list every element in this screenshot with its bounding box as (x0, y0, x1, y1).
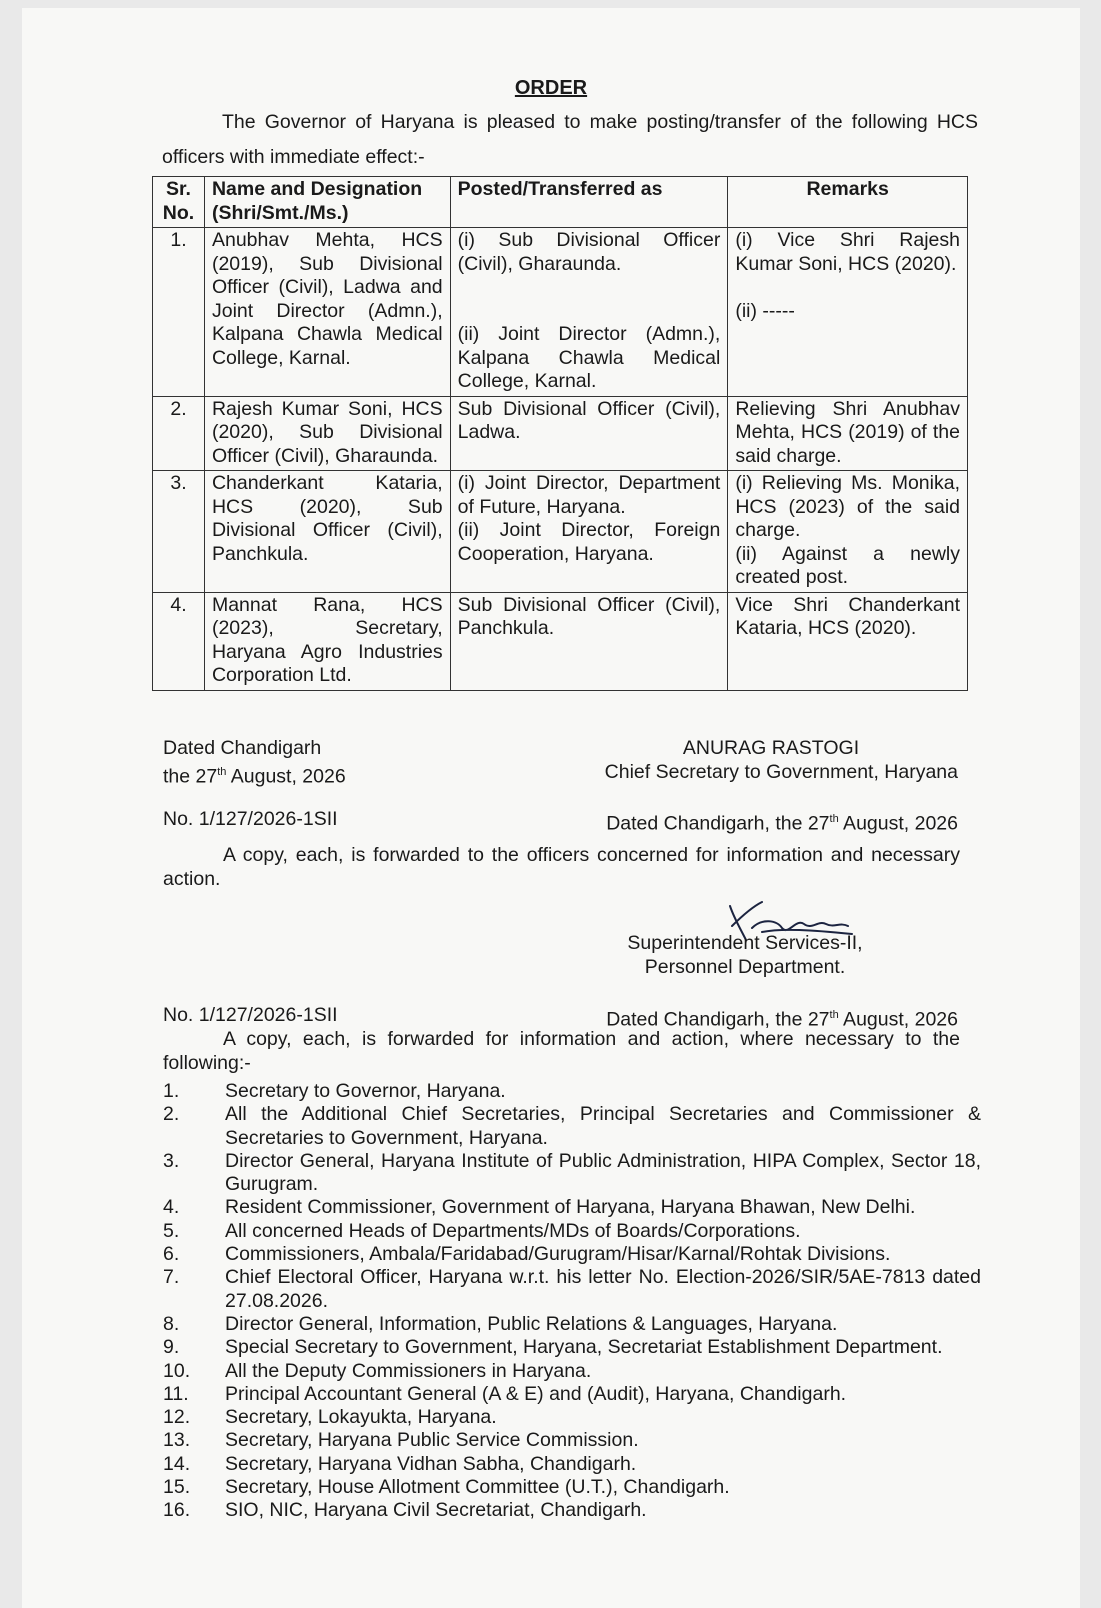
list-item (163, 1220, 981, 1243)
endorsement2-date-suffix: August, 2026 (838, 1008, 958, 1031)
signoff-date-prefix: the 27 (163, 765, 218, 788)
row-sr: 1. (153, 228, 205, 397)
list-item-number: 7. (163, 1266, 180, 1289)
header-name: Name and Designation (Shri/Smt./Ms.) (204, 177, 450, 228)
list-item (163, 1336, 981, 1359)
endorsement2-text (163, 1027, 960, 1075)
list-item (163, 1476, 981, 1499)
row-sr: 2. (153, 396, 205, 471)
endorsement1-date-prefix: Dated Chandigarh, the 27 (606, 812, 830, 835)
list-item (163, 1360, 981, 1383)
order-intro-text: The Governor of Haryana is pleased to make posting/transfer of the following HCS officers with immediate effect:- (162, 111, 978, 168)
remarks-item: (i) Vice Shri Rajesh Kumar Soni, HCS (2020). (735, 229, 960, 275)
endorsement1-text-content: A copy, each, is forwarded to the officers concerned for information and necessary action. (163, 844, 960, 890)
list-item-text: Director General, Haryana Institute of Public Administration, HIPA Complex, Sector 18, Gurugram. (225, 1149, 981, 1196)
signoff-date-suffix: August, 2026 (226, 765, 346, 788)
list-item-number: 13. (163, 1429, 191, 1452)
document-page (22, 8, 1080, 1608)
list-item-number: 1. (163, 1080, 180, 1102)
list-item-text: Principal Accountant General (A & E) and (Audit), Haryana, Chandigarh. (225, 1382, 847, 1405)
list-item-number: 3. (163, 1149, 180, 1172)
list-item-text: Secretary, House Allotment Committee (U.T.), Chandigarh. (225, 1476, 730, 1499)
signatory-title: Chief Secretary to Government, Haryana (604, 761, 958, 783)
table-row (153, 471, 968, 593)
signoff-date-sup: th (217, 766, 227, 778)
list-item-number: 9. (163, 1336, 180, 1359)
list-item-text: Secretary, Haryana Vidhan Sabha, Chandigarh. (225, 1452, 637, 1475)
list-item (163, 1080, 981, 1103)
order-intro (162, 105, 978, 175)
list-item-text: SIO, NIC, Haryana Civil Secretariat, Chandigarh. (225, 1499, 647, 1522)
endorsement1-date-suffix: August, 2026 (838, 812, 958, 835)
list-item-number: 12. (163, 1406, 191, 1429)
list-item (163, 1196, 981, 1219)
list-item (163, 1453, 981, 1476)
remarks-item: (ii) ----- (735, 299, 795, 322)
list-item-number: 15. (163, 1476, 191, 1499)
endorsement1-text (163, 843, 960, 891)
list-item-number: 11. (163, 1382, 189, 1405)
list-item (163, 1266, 981, 1313)
list-item-number: 6. (163, 1243, 180, 1266)
list-item-text: Commissioners, Ambala/Faridabad/Gurugram/Hisar/Karnal/Rohtak Divisions. (225, 1243, 891, 1266)
list-item (163, 1429, 981, 1452)
table-row (153, 592, 968, 690)
header-posted: Posted/Transferred as (450, 177, 728, 228)
list-item-text: Resident Commissioner, Government of Haryana, Haryana Bhawan, New Delhi. (225, 1196, 916, 1219)
list-item (163, 1499, 981, 1522)
row-remarks (728, 471, 968, 593)
endorsement2-number: No. 1/127/2026-1SII (163, 1004, 338, 1026)
list-item-text: Secretary, Lokayukta, Haryana. (225, 1406, 497, 1429)
list-item-text: All the Additional Chief Secretaries, Principal Secretaries and Commissioner & Secretaries to Government, Haryana. (225, 1103, 981, 1149)
endorsement2-text-content: A copy, each, is forwarded for information and action, where necessary to the following:- (163, 1028, 960, 1074)
header-remarks: Remarks (728, 177, 968, 228)
row-sr: 3. (153, 471, 205, 593)
row-remarks: Vice Shri Chanderkant Kataria, HCS (2020). (728, 592, 968, 690)
distribution-list (163, 1080, 981, 1523)
row-name: Anubhav Mehta, HCS (2019), Sub Divisional Officer (Civil), Ladwa and Joint Director (Admn.), Kalpana Chawla Medical College, Karnal. (204, 228, 450, 397)
endorsement1-sig-line1: Superintendent Services-II, (627, 932, 863, 954)
table-row (153, 228, 968, 397)
list-item-text: Secretary, Haryana Public Service Commission. (225, 1429, 639, 1452)
row-posted: Sub Divisional Officer (Civil), Ladwa. (450, 396, 728, 471)
list-item-number: 5. (163, 1219, 180, 1242)
endorsement1-number: No. 1/127/2026-1SII (163, 808, 338, 830)
table-row (153, 396, 968, 471)
posted-item: (i) Sub Divisional Officer (Civil), Gharaunda. (457, 229, 721, 275)
list-item (163, 1243, 981, 1266)
posted-item: (ii) Joint Director, Foreign Cooperation, Haryana. (457, 519, 721, 565)
row-posted: Sub Divisional Officer (Civil), Panchkula. (450, 592, 728, 690)
list-item-number: 2. (163, 1103, 180, 1126)
list-item-text: All the Deputy Commissioners in Haryana. (225, 1359, 592, 1382)
endorsement2-date-sup: th (829, 1009, 839, 1021)
list-item (163, 1150, 981, 1197)
signoff-date (163, 760, 346, 789)
list-item-number: 10. (163, 1359, 191, 1382)
endorsement1-date-sup: th (829, 813, 839, 825)
list-item (163, 1103, 981, 1150)
row-name: Mannat Rana, HCS (2023), Secretary, Haryana Agro Industries Corporation Ltd. (204, 592, 450, 690)
row-remarks (728, 228, 968, 397)
row-posted (450, 228, 728, 397)
posted-item: (ii) Joint Director (Admn.), Kalpana Chawla Medical College, Karnal. (457, 323, 721, 392)
table-header-row (153, 177, 968, 228)
list-item-number: 16. (163, 1499, 191, 1522)
posting-table (152, 176, 968, 691)
row-name: Rajesh Kumar Soni, HCS (2020), Sub Divisional Officer (Civil), Gharaunda. (204, 396, 450, 471)
list-item-text: Special Secretary to Government, Haryana, Secretariat Establishment Department. (225, 1336, 943, 1359)
posted-item: (i) Joint Director, Department of Future, Haryana. (457, 472, 721, 518)
list-item-number: 8. (163, 1312, 180, 1335)
endorsement2-date-prefix: Dated Chandigarh, the 27 (606, 1008, 830, 1031)
list-item-number: 4. (163, 1196, 180, 1219)
list-item-number: 14. (163, 1452, 191, 1475)
list-item (163, 1406, 981, 1429)
list-item-text: Chief Electoral Officer, Haryana w.r.t. his letter No. Election-2026/SIR/5AE-7813 dated 27.08.2026. (225, 1266, 981, 1312)
order-title: ORDER (514, 77, 588, 99)
row-name: Chanderkant Kataria, HCS (2020), Sub Divisional Officer (Civil), Panchkula. (204, 471, 450, 593)
endorsement1-date (582, 807, 958, 836)
row-remarks: Relieving Shri Anubhav Mehta, HCS (2019) of the said charge. (728, 396, 968, 471)
row-sr: 4. (153, 592, 205, 690)
endorsement1-sig-line2: Personnel Department. (644, 956, 846, 978)
header-sr: Sr. No. (153, 177, 205, 228)
list-item-text: Director General, Information, Public Relations & Languages, Haryana. (225, 1312, 838, 1335)
signatory-name: ANURAG RASTOGI (682, 737, 860, 759)
signoff-place: Dated Chandigarh (163, 737, 322, 759)
list-item-text: Secretary to Governor, Haryana. (225, 1080, 506, 1102)
remarks-item: (i) Relieving Ms. Monika, HCS (2023) of the said charge. (735, 472, 960, 541)
row-posted (450, 471, 728, 593)
remarks-item: (ii) Against a newly created post. (735, 542, 960, 588)
list-item (163, 1313, 981, 1336)
list-item (163, 1383, 981, 1406)
list-item-text: All concerned Heads of Departments/MDs of Boards/Corporations. (225, 1219, 801, 1242)
